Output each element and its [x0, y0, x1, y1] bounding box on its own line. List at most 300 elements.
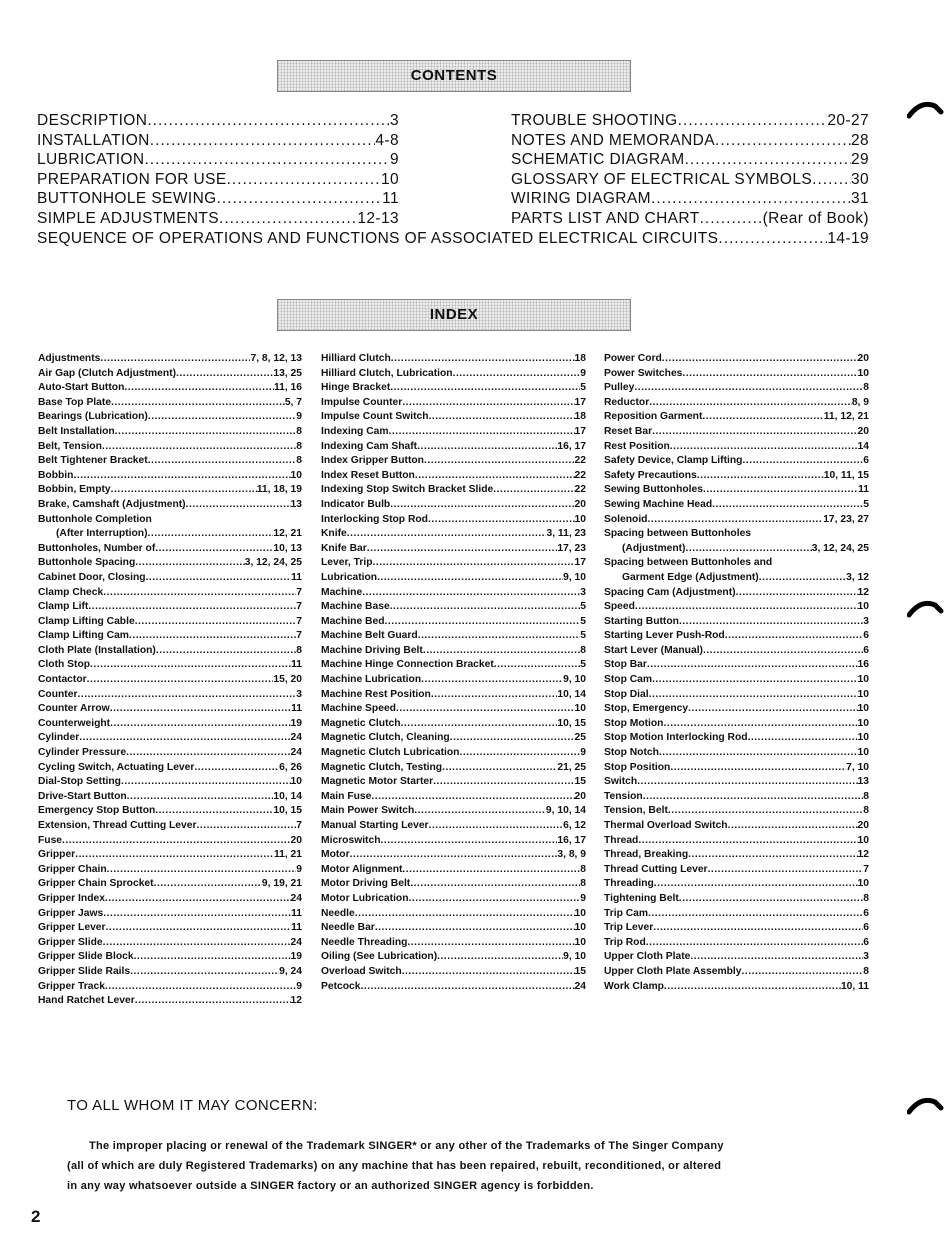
index-entry — [321, 440, 586, 455]
index-entry-page: 10 — [857, 834, 869, 846]
dot-leader — [144, 150, 390, 170]
dot-leader — [428, 513, 575, 528]
contents-entry-label: PARTS LIST AND CHART — [511, 209, 700, 227]
dot-leader — [409, 892, 581, 907]
dot-leader — [759, 571, 846, 586]
index-entry — [604, 804, 869, 819]
contents-heading: CONTENTS — [410, 67, 498, 84]
index-entry — [321, 790, 586, 805]
contents-entry-page: 4-8 — [375, 131, 399, 149]
index-entry-label: Machine Belt Guard — [321, 630, 418, 642]
index-entry — [321, 746, 586, 761]
index-entry-page: 10, 14 — [557, 688, 586, 700]
index-entry — [604, 936, 869, 951]
index-entry — [604, 775, 869, 790]
index-entry-label: Upper Cloth Plate — [604, 951, 691, 963]
contents-entry-label: SCHEMATIC DIAGRAM — [511, 151, 685, 169]
index-entry — [604, 877, 869, 892]
index-entry-page: 7 — [296, 586, 302, 598]
dot-leader — [150, 131, 376, 151]
dot-leader — [75, 848, 274, 863]
dot-leader — [87, 673, 274, 688]
index-entry-page: 10 — [290, 776, 302, 788]
dot-leader — [105, 980, 296, 995]
index-entry-label: Gripper Chain — [38, 863, 107, 875]
notice-line: (all of which are duly Registered Trademarks) on any machine that has been repaired, rebuilt, reconditioned, or altered — [67, 1160, 722, 1172]
index-entry — [321, 644, 586, 659]
dot-leader — [156, 644, 296, 659]
index-entry-page: 20 — [857, 820, 869, 831]
index-entry-label: Counter Arrow — [38, 703, 110, 715]
index-entry-label: Gripper Slide — [38, 936, 103, 948]
dot-leader — [421, 673, 563, 688]
index-entry-label: Overload Switch — [321, 965, 402, 977]
index-entry-label: Machine Rest Position — [321, 688, 431, 700]
index-entry — [604, 556, 869, 571]
index-entry-label: Adjustments — [38, 353, 101, 364]
index-entry-page: 7, 10 — [846, 761, 869, 773]
index-entry-label: Main Power Switch — [321, 805, 415, 817]
index-entry-label: Machine Bed — [321, 615, 385, 627]
dot-leader — [402, 396, 574, 411]
index-entry-page: 3 — [580, 586, 586, 598]
index-entry — [321, 513, 586, 528]
index-entry-page: 10 — [857, 717, 869, 729]
index-entry-page: 18 — [574, 353, 586, 364]
index-entry-label: Power Switches — [604, 367, 683, 379]
index-entry-page: 24 — [290, 732, 302, 744]
dot-leader — [712, 498, 863, 513]
index-entry-label: Gripper Lever — [38, 922, 106, 934]
index-entry-label: Indexing Cam — [321, 425, 389, 437]
index-entry-page: 10 — [857, 674, 869, 686]
index-entry-label: Tension — [604, 790, 643, 802]
index-entry-label: Interlocking Stop Rod — [321, 513, 428, 525]
index-entry — [38, 673, 302, 688]
dot-leader — [664, 980, 841, 995]
index-entry-page: 5 — [580, 382, 586, 394]
dot-leader — [129, 629, 296, 644]
index-entry-label: Belt Installation — [38, 425, 115, 437]
index-entry — [604, 819, 869, 834]
dot-leader — [703, 483, 858, 498]
contents-entry-label: INSTALLATION — [37, 131, 150, 149]
index-entry — [38, 907, 302, 922]
index-entry — [604, 440, 869, 455]
dot-leader — [375, 921, 575, 936]
contents-entry-label: PREPARATION FOR USE — [37, 170, 227, 188]
index-entry — [38, 367, 302, 382]
contents-entry-page: 10 — [380, 170, 399, 188]
contents-entry-page: (Rear of Book) — [762, 209, 869, 227]
contents-entry — [511, 131, 869, 151]
index-entry-page: 22 — [574, 469, 586, 481]
index-entry-label: Gripper Index — [38, 892, 105, 904]
contents-entry — [511, 189, 869, 209]
contents-entry — [511, 150, 869, 170]
dot-leader — [670, 761, 846, 776]
index-entry — [604, 761, 869, 776]
index-entry-page: 11, 12, 21 — [823, 411, 869, 423]
index-entry-label: Machine Driving Belt — [321, 644, 423, 656]
index-entry-page: 12 — [857, 849, 869, 861]
index-entry-page: 22 — [574, 484, 586, 496]
index-entry-label: Magnetic Clutch, Cleaning — [321, 732, 450, 744]
contents-entry — [37, 189, 399, 209]
contents-list-right — [511, 111, 869, 229]
index-entry — [321, 483, 586, 498]
contents-entry — [37, 150, 399, 170]
dot-leader — [685, 150, 851, 170]
index-entry — [38, 950, 302, 965]
index-entry-page: 8 — [296, 455, 302, 467]
index-entry-page: 15 — [574, 776, 586, 788]
index-entry — [38, 848, 302, 863]
dot-leader — [362, 586, 580, 601]
index-entry-label: Oiling (See Lubrication) — [321, 951, 438, 963]
index-entry — [604, 396, 869, 411]
dot-leader — [155, 804, 273, 819]
dot-leader — [418, 629, 581, 644]
dot-leader — [431, 688, 558, 703]
index-entry — [604, 834, 869, 849]
dot-leader — [697, 469, 824, 484]
index-entry-page: 21, 25 — [557, 761, 586, 773]
index-entry — [321, 527, 586, 542]
dot-leader — [103, 586, 296, 601]
index-entry-page: 11 — [291, 703, 302, 715]
index-entry — [321, 936, 586, 951]
index-entry-page: 8, 9 — [851, 396, 869, 408]
dot-leader — [433, 775, 574, 790]
index-entry-page: 12 — [290, 995, 302, 1007]
dot-leader — [355, 907, 575, 922]
contents-entry — [37, 111, 399, 131]
dot-leader — [736, 586, 858, 601]
index-entry — [321, 352, 586, 367]
dot-leader — [402, 863, 580, 878]
dot-leader — [415, 469, 575, 484]
contents-entry-label: WIRING DIAGRAM — [511, 190, 651, 208]
dot-leader — [679, 615, 863, 630]
dot-leader — [718, 229, 827, 249]
index-entry-label: Thread Cutting Lever — [604, 863, 708, 875]
index-entry-label: Cylinder Pressure — [38, 747, 127, 759]
dot-leader — [90, 658, 291, 673]
dot-leader — [678, 111, 828, 131]
index-entry — [321, 761, 586, 776]
index-entry-label: Spacing between Buttonholes and — [604, 557, 773, 569]
dot-leader — [373, 556, 575, 571]
index-entry — [321, 907, 586, 922]
index-entry-page: 9, 10 — [563, 951, 586, 963]
index-entry-label: Drive-Start Button — [38, 790, 127, 802]
page-number: 2 — [31, 1207, 41, 1226]
index-entry-label: Clamp Check — [38, 586, 104, 598]
index-entry-page: 6 — [863, 922, 869, 934]
index-entry-label: Buttonhole Completion — [38, 513, 152, 525]
index-entry — [604, 746, 869, 761]
dot-leader — [389, 425, 575, 440]
index-entry — [38, 440, 302, 455]
dot-leader — [742, 454, 863, 469]
index-entry-label: Lubrication — [321, 571, 378, 583]
dot-leader — [88, 600, 296, 615]
dot-leader — [148, 527, 274, 542]
contents-entry-page: 20-27 — [827, 112, 869, 129]
dot-leader — [390, 498, 574, 513]
dot-leader — [635, 600, 858, 615]
dot-leader — [493, 483, 574, 498]
index-entry-page: 24 — [574, 980, 586, 992]
dot-leader — [79, 731, 290, 746]
index-entry-label: Indexing Cam Shaft — [321, 440, 418, 452]
index-entry-label: Auto-Start Button — [38, 382, 125, 394]
index-entry — [604, 483, 869, 498]
contents-entry-page: 3 — [389, 112, 399, 129]
index-entry-label: Cabinet Door, Closing — [38, 571, 146, 583]
index-entry-label: Starting Lever Push-Rod — [604, 630, 725, 642]
contents-entry-label: TROUBLE SHOOTING — [511, 112, 678, 129]
index-entry — [321, 658, 586, 673]
index-entry-label: Hilliard Clutch, Lubrication — [321, 367, 453, 379]
index-entry-page: 20 — [574, 498, 586, 510]
index-entry-label: Start Lever (Manual) — [604, 644, 703, 656]
index-entry-page: 11, 16 — [273, 382, 302, 394]
dot-leader — [652, 425, 857, 440]
index-entry-label: Motor Lubrication — [321, 892, 409, 904]
index-entry — [604, 644, 869, 659]
index-entry — [321, 892, 586, 907]
index-heading: INDEX — [429, 306, 479, 323]
index-entry-label: Stop Dial — [604, 688, 649, 700]
index-entry — [38, 600, 302, 615]
index-entry — [38, 980, 302, 995]
index-entry-label: Counterweight — [38, 717, 111, 729]
index-entry — [321, 367, 586, 382]
dot-leader — [361, 980, 575, 995]
dot-leader — [135, 556, 244, 571]
index-entry-page: 10 — [574, 907, 586, 919]
index-entry — [604, 454, 869, 469]
dot-leader — [437, 950, 563, 965]
index-entry-label: Buttonholes, Number of — [38, 542, 156, 554]
index-entry-label: Indexing Stop Switch Bracket Slide — [321, 484, 494, 496]
index-entry — [604, 571, 869, 586]
index-entry-page: 5 — [580, 659, 586, 671]
index-entry — [604, 790, 869, 805]
dot-leader — [148, 410, 296, 425]
index-entry-page: 10 — [857, 688, 869, 700]
index-entry-label: Cloth Plate (Installation) — [38, 644, 156, 656]
contents-list-left — [37, 111, 399, 229]
index-entry — [604, 381, 869, 396]
dot-leader — [450, 731, 575, 746]
index-entry — [321, 877, 586, 892]
dot-leader — [217, 189, 382, 209]
index-entry-label: Gripper Jaws — [38, 907, 104, 919]
index-entry — [321, 804, 586, 819]
dot-leader — [703, 644, 863, 659]
dot-leader — [651, 189, 851, 209]
dot-leader — [110, 717, 290, 732]
index-entry-label: Motor Driving Belt — [321, 878, 411, 890]
dot-leader — [107, 863, 297, 878]
index-entry-page: 16, 17 — [557, 834, 586, 846]
dot-leader — [649, 688, 858, 703]
dot-leader — [638, 834, 857, 849]
dot-leader — [111, 396, 285, 411]
contents-heading-banner — [277, 60, 631, 92]
index-entry-page: 13 — [290, 498, 302, 510]
index-entry — [604, 615, 869, 630]
index-entry-page: 9 — [580, 367, 586, 379]
index-entry-label: Machine Lubrication — [321, 674, 422, 686]
index-entry-page: 20 — [857, 425, 869, 437]
index-entry-page: 9, 19, 21 — [261, 878, 302, 890]
index-entry — [604, 527, 869, 542]
index-entry-label: Impulse Counter — [321, 396, 403, 408]
dot-leader — [126, 746, 290, 761]
index-entry-label: Gripper Slide Rails — [38, 965, 131, 977]
index-entry-page: 5 — [580, 630, 586, 642]
index-entry — [38, 556, 302, 571]
index-entry-page: 7 — [296, 630, 302, 642]
index-entry-page: 8 — [863, 892, 869, 904]
index-entry-label: (Adjustment) — [622, 542, 686, 554]
index-entry-label: Counter — [38, 688, 78, 700]
binder-hole-mark-top — [907, 98, 947, 122]
dot-leader — [686, 542, 812, 557]
index-entry — [38, 863, 302, 878]
dot-leader — [77, 688, 296, 703]
index-entry-label: Cloth Stop — [38, 659, 91, 671]
index-entry — [604, 921, 869, 936]
index-entry-page: 8 — [580, 644, 586, 656]
index-entry-page: 8 — [296, 425, 302, 437]
index-entry — [321, 556, 586, 571]
index-entry — [604, 702, 869, 717]
index-entry-label: Pulley — [604, 382, 635, 394]
index-entry — [38, 790, 302, 805]
index-entry-page: 17 — [574, 557, 586, 569]
index-entry — [604, 717, 869, 732]
index-entry-page: 3, 11, 23 — [546, 528, 586, 540]
index-entry-page: 10, 11, 15 — [823, 469, 869, 481]
index-entry-label: Switch — [604, 776, 638, 788]
index-entry-page: 7, 8, 12, 13 — [250, 353, 302, 364]
dot-leader — [186, 498, 291, 513]
contents-entry-page: 28 — [850, 131, 869, 149]
index-entry-label: Base Top Plate — [38, 396, 112, 408]
dot-leader — [453, 367, 581, 382]
dot-leader — [659, 746, 858, 761]
index-entry-label: Index Gripper Button — [321, 455, 424, 467]
contents-entry — [37, 209, 399, 229]
dot-leader — [708, 863, 864, 878]
index-entry-label: Bearings (Lubrication) — [38, 411, 148, 423]
index-entry — [38, 469, 302, 484]
index-entry-label: Power Cord — [604, 353, 662, 364]
index-entry — [38, 527, 302, 542]
index-entry-page: 9 — [296, 411, 302, 423]
index-entry-label: Spacing between Buttonholes — [604, 528, 752, 540]
index-entry-label: Buttonhole Spacing — [38, 557, 136, 569]
dot-leader — [148, 454, 297, 469]
dot-leader — [102, 440, 296, 455]
notice-line: The improper placing or renewal of the Trademark SINGER* or any other of the Trademarks of The Singer Company — [89, 1140, 724, 1152]
contents-entry — [511, 111, 869, 131]
index-entry-page: 17 — [574, 396, 586, 408]
index-entry — [321, 571, 586, 586]
index-entry-label: Knife — [321, 528, 347, 540]
dot-leader — [110, 702, 291, 717]
dot-leader — [219, 209, 357, 229]
index-entry — [321, 848, 586, 863]
index-entry — [604, 629, 869, 644]
contents-entry-label: SIMPLE ADJUSTMENTS — [37, 209, 220, 227]
index-entry-label: Brake, Camshaft (Adjustment) — [38, 498, 186, 510]
index-entry-page: 10 — [857, 601, 869, 613]
contents-entry — [37, 229, 869, 249]
dot-leader — [662, 352, 858, 367]
dot-leader — [134, 950, 291, 965]
index-entry-label: Trip Lever — [604, 922, 654, 934]
index-entry-label: Cycling Switch, Actuating Lever — [38, 761, 195, 773]
dot-leader — [646, 936, 864, 951]
dot-leader — [154, 877, 262, 892]
index-entry-label: Main Fuse — [321, 790, 372, 802]
index-entry — [321, 863, 586, 878]
index-entry — [38, 571, 302, 586]
dot-leader — [73, 469, 290, 484]
index-entry-label: Stop Motion Interlocking Rod — [604, 732, 748, 744]
dot-leader — [196, 819, 296, 834]
index-entry-page: 8 — [296, 644, 302, 656]
index-entry-page: 16 — [857, 659, 869, 671]
dot-leader — [155, 542, 273, 557]
index-entry — [38, 629, 302, 644]
dot-leader — [105, 892, 291, 907]
index-entry — [38, 746, 302, 761]
dot-leader — [227, 170, 381, 190]
index-entry-page: 24 — [290, 747, 302, 759]
index-entry — [38, 586, 302, 601]
index-entry — [321, 586, 586, 601]
dot-leader — [649, 396, 852, 411]
dot-leader — [390, 381, 580, 396]
index-entry — [604, 469, 869, 484]
notice-heading: TO ALL WHOM IT MAY CONCERN: — [67, 1097, 318, 1114]
contents-entry-page: 12-13 — [357, 209, 399, 227]
index-entry-page: 10 — [290, 469, 302, 481]
contents-entry — [511, 170, 869, 190]
index-entry-label: Hinge Bracket — [321, 382, 391, 394]
dot-leader — [643, 790, 864, 805]
index-entry-page: 9 — [296, 980, 302, 992]
index-entry-page: 9, 10 — [563, 571, 586, 583]
index-entry-label: Needle Bar — [321, 922, 375, 934]
index-entry-page: 7 — [296, 601, 302, 613]
dot-leader — [634, 381, 863, 396]
index-entry — [38, 454, 302, 469]
index-entry-page: 6 — [863, 936, 869, 948]
dot-leader — [424, 454, 575, 469]
index-entry-page: 10 — [574, 703, 586, 715]
index-entry-page: 10 — [574, 922, 586, 934]
dot-leader — [390, 600, 581, 615]
index-entry-label: Upper Cloth Plate Assembly — [604, 965, 742, 977]
